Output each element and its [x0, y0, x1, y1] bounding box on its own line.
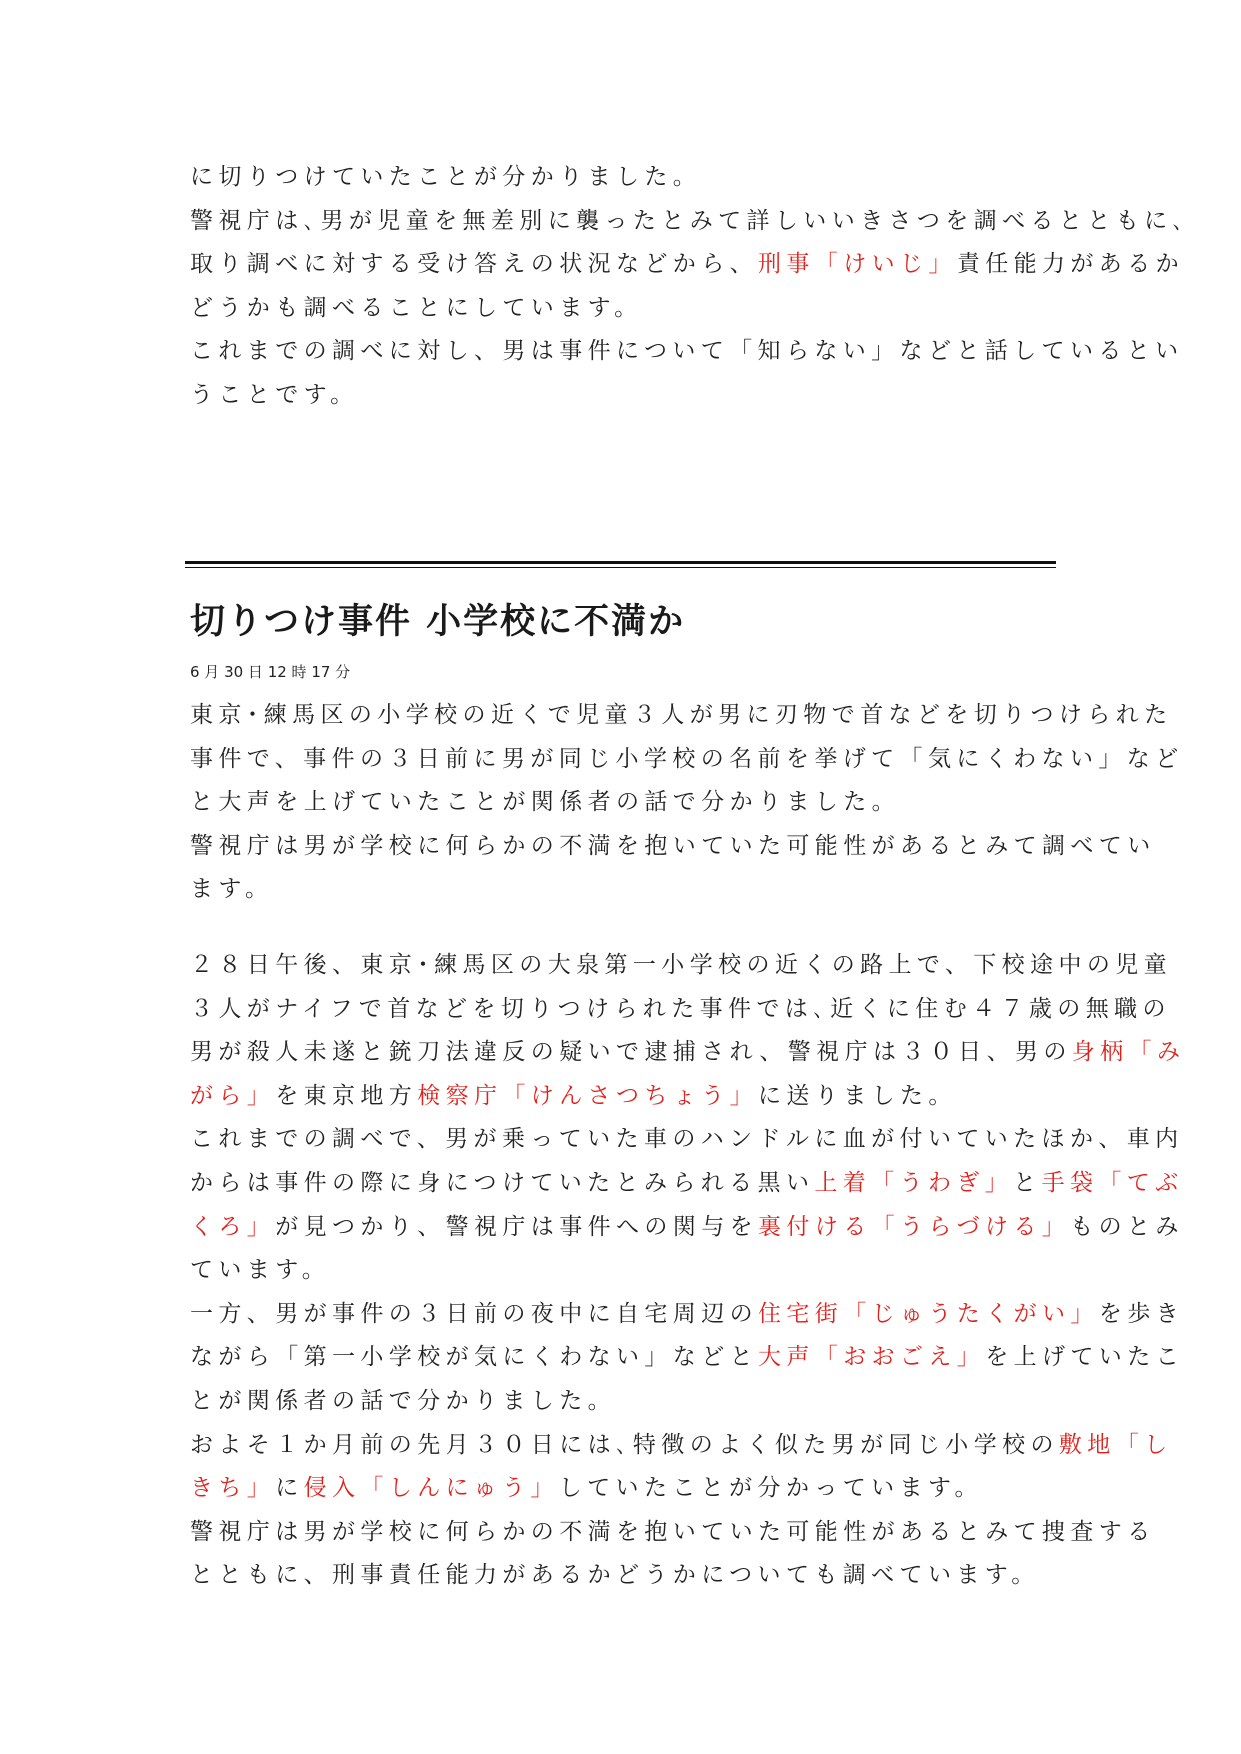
text-line	[190, 1386, 616, 1416]
text-line	[190, 950, 1172, 980]
text-line	[190, 1517, 1156, 1547]
article-headline: 切りつけ事件 小学校に不満か	[190, 602, 686, 642]
term-annotation: 刑事「けいじ」	[758, 251, 957, 278]
text-run: およそ１か月前の先月３０日には､特徴のよく似た男が同じ小学校の	[190, 1431, 1059, 1458]
text-line	[190, 1037, 1185, 1067]
text-line	[190, 162, 701, 192]
term-annotation: 検察庁「けんさつちょう」	[417, 1082, 759, 1109]
text-line	[190, 1212, 1184, 1242]
text-line	[190, 787, 900, 817]
term-annotation: がら」	[190, 1082, 276, 1109]
text-line	[190, 994, 1171, 1024]
text-line	[190, 1299, 1184, 1329]
text-run: 警視庁は､男が児童を無差別に襲ったとみて詳しいいきさつを調べるとともに､	[190, 207, 1190, 234]
text-line	[190, 1124, 1184, 1154]
text-run: が見つかり、警視庁は事件への関与を	[275, 1213, 759, 1240]
term-annotation: くろ」	[190, 1213, 276, 1240]
text-run: うことです。	[190, 382, 359, 408]
text-run: 警視庁は男が学校に何らかの不満を抱いていた可能性があるとみて捜査する	[190, 1518, 1156, 1545]
text-run: 事件で、事件の３日前に男が同じ小学校の名前を挙げて「気にくわない」など	[190, 745, 1184, 772]
term-annotation: 上着「うわぎ」	[814, 1170, 1014, 1196]
text-run: 東京･練馬区の小学校の近くで児童３人が男に刃物で首などを切りつけられた	[190, 702, 1173, 728]
term-annotation: 侵入「しんにゅう」	[303, 1475, 559, 1502]
text-run: とが関係者の話で分かりました。	[190, 1388, 616, 1414]
text-line	[190, 1473, 983, 1503]
text-line	[190, 380, 359, 410]
text-run: を歩き	[1098, 1300, 1185, 1327]
text-run: これまでの調べに対し、男は事件について「知らない」などと話しているとい	[190, 338, 1184, 365]
text-run: していたことが分かっています。	[558, 1475, 983, 1502]
section-divider	[185, 561, 1056, 564]
text-line	[190, 249, 1184, 279]
text-line	[190, 700, 1173, 730]
text-line	[190, 336, 1184, 366]
text-run: を東京地方	[275, 1082, 418, 1109]
text-run: からは事件の際に身につけていたとみられる黒い	[190, 1170, 815, 1196]
text-run: に切りつけていたことが分かりました。	[190, 164, 702, 190]
text-run: どうかも調べることにしています。	[190, 294, 643, 321]
text-run: 取り調べに対する受け答えの状況などから、	[190, 251, 758, 278]
text-run: ます。	[190, 876, 274, 902]
text-run: 責任能力があるか	[956, 251, 1185, 278]
text-line	[190, 1342, 1184, 1372]
text-line	[190, 1430, 1173, 1460]
text-run: を上げていたこ	[985, 1344, 1185, 1371]
text-line	[190, 206, 1189, 236]
text-line	[190, 1560, 1040, 1590]
text-run: 男が殺人未遂と銃刀法違反の疑いで逮捕され、警視庁は３０日、男の	[190, 1039, 1072, 1066]
term-annotation: 敷地「し	[1058, 1431, 1173, 1458]
term-annotation: 身柄「み	[1071, 1039, 1186, 1066]
text-run: と	[1013, 1170, 1042, 1196]
section-divider-thin	[185, 567, 1056, 568]
term-annotation: 裏付ける「うらづける」	[758, 1213, 1071, 1240]
text-line	[190, 744, 1184, 774]
text-run: とともに、刑事責任能力があるかどうかについても調べています。	[190, 1562, 1040, 1589]
text-line	[190, 1081, 957, 1111]
text-line	[190, 831, 1156, 861]
text-run: ２８日午後、東京･練馬区の大泉第一小学校の近くの路上で、下校途中の児童	[190, 952, 1173, 978]
text-line	[190, 874, 273, 904]
term-annotation: きち」	[190, 1475, 276, 1502]
text-line	[190, 1168, 1184, 1198]
article-dateline: 6 月 30 日 12 時 17 分	[190, 663, 351, 681]
text-run: ています。	[190, 1257, 331, 1284]
text-run: に送りました。	[758, 1082, 957, 1109]
text-run: ながら「第一小学校が気にくわない」などと	[190, 1344, 758, 1371]
text-run: と大声を上げていたことが関係者の話で分かりました。	[190, 789, 900, 815]
term-annotation: 大声「おおごえ」	[758, 1344, 986, 1371]
text-run: 警視庁は男が学校に何らかの不満を抱いていた可能性があるとみて調べてい	[190, 832, 1156, 859]
term-annotation: 住宅街「じゅうたくがい」	[758, 1300, 1099, 1327]
text-run: ものとみ	[1070, 1213, 1184, 1240]
text-run: 一方、男が事件の３日前の夜中に自宅周辺の	[190, 1300, 758, 1327]
term-annotation: 手袋「てぶ	[1041, 1170, 1184, 1196]
text-run: これまでの調べで、男が乗っていた車のハンドルに血が付いていたほか、車内	[190, 1126, 1184, 1153]
text-run: に	[275, 1475, 304, 1502]
text-run: ３人がナイフで首などを切りつけられた事件では､近くに住む４７歳の無職の	[190, 995, 1171, 1022]
text-line	[190, 293, 643, 323]
text-line	[190, 1255, 330, 1285]
